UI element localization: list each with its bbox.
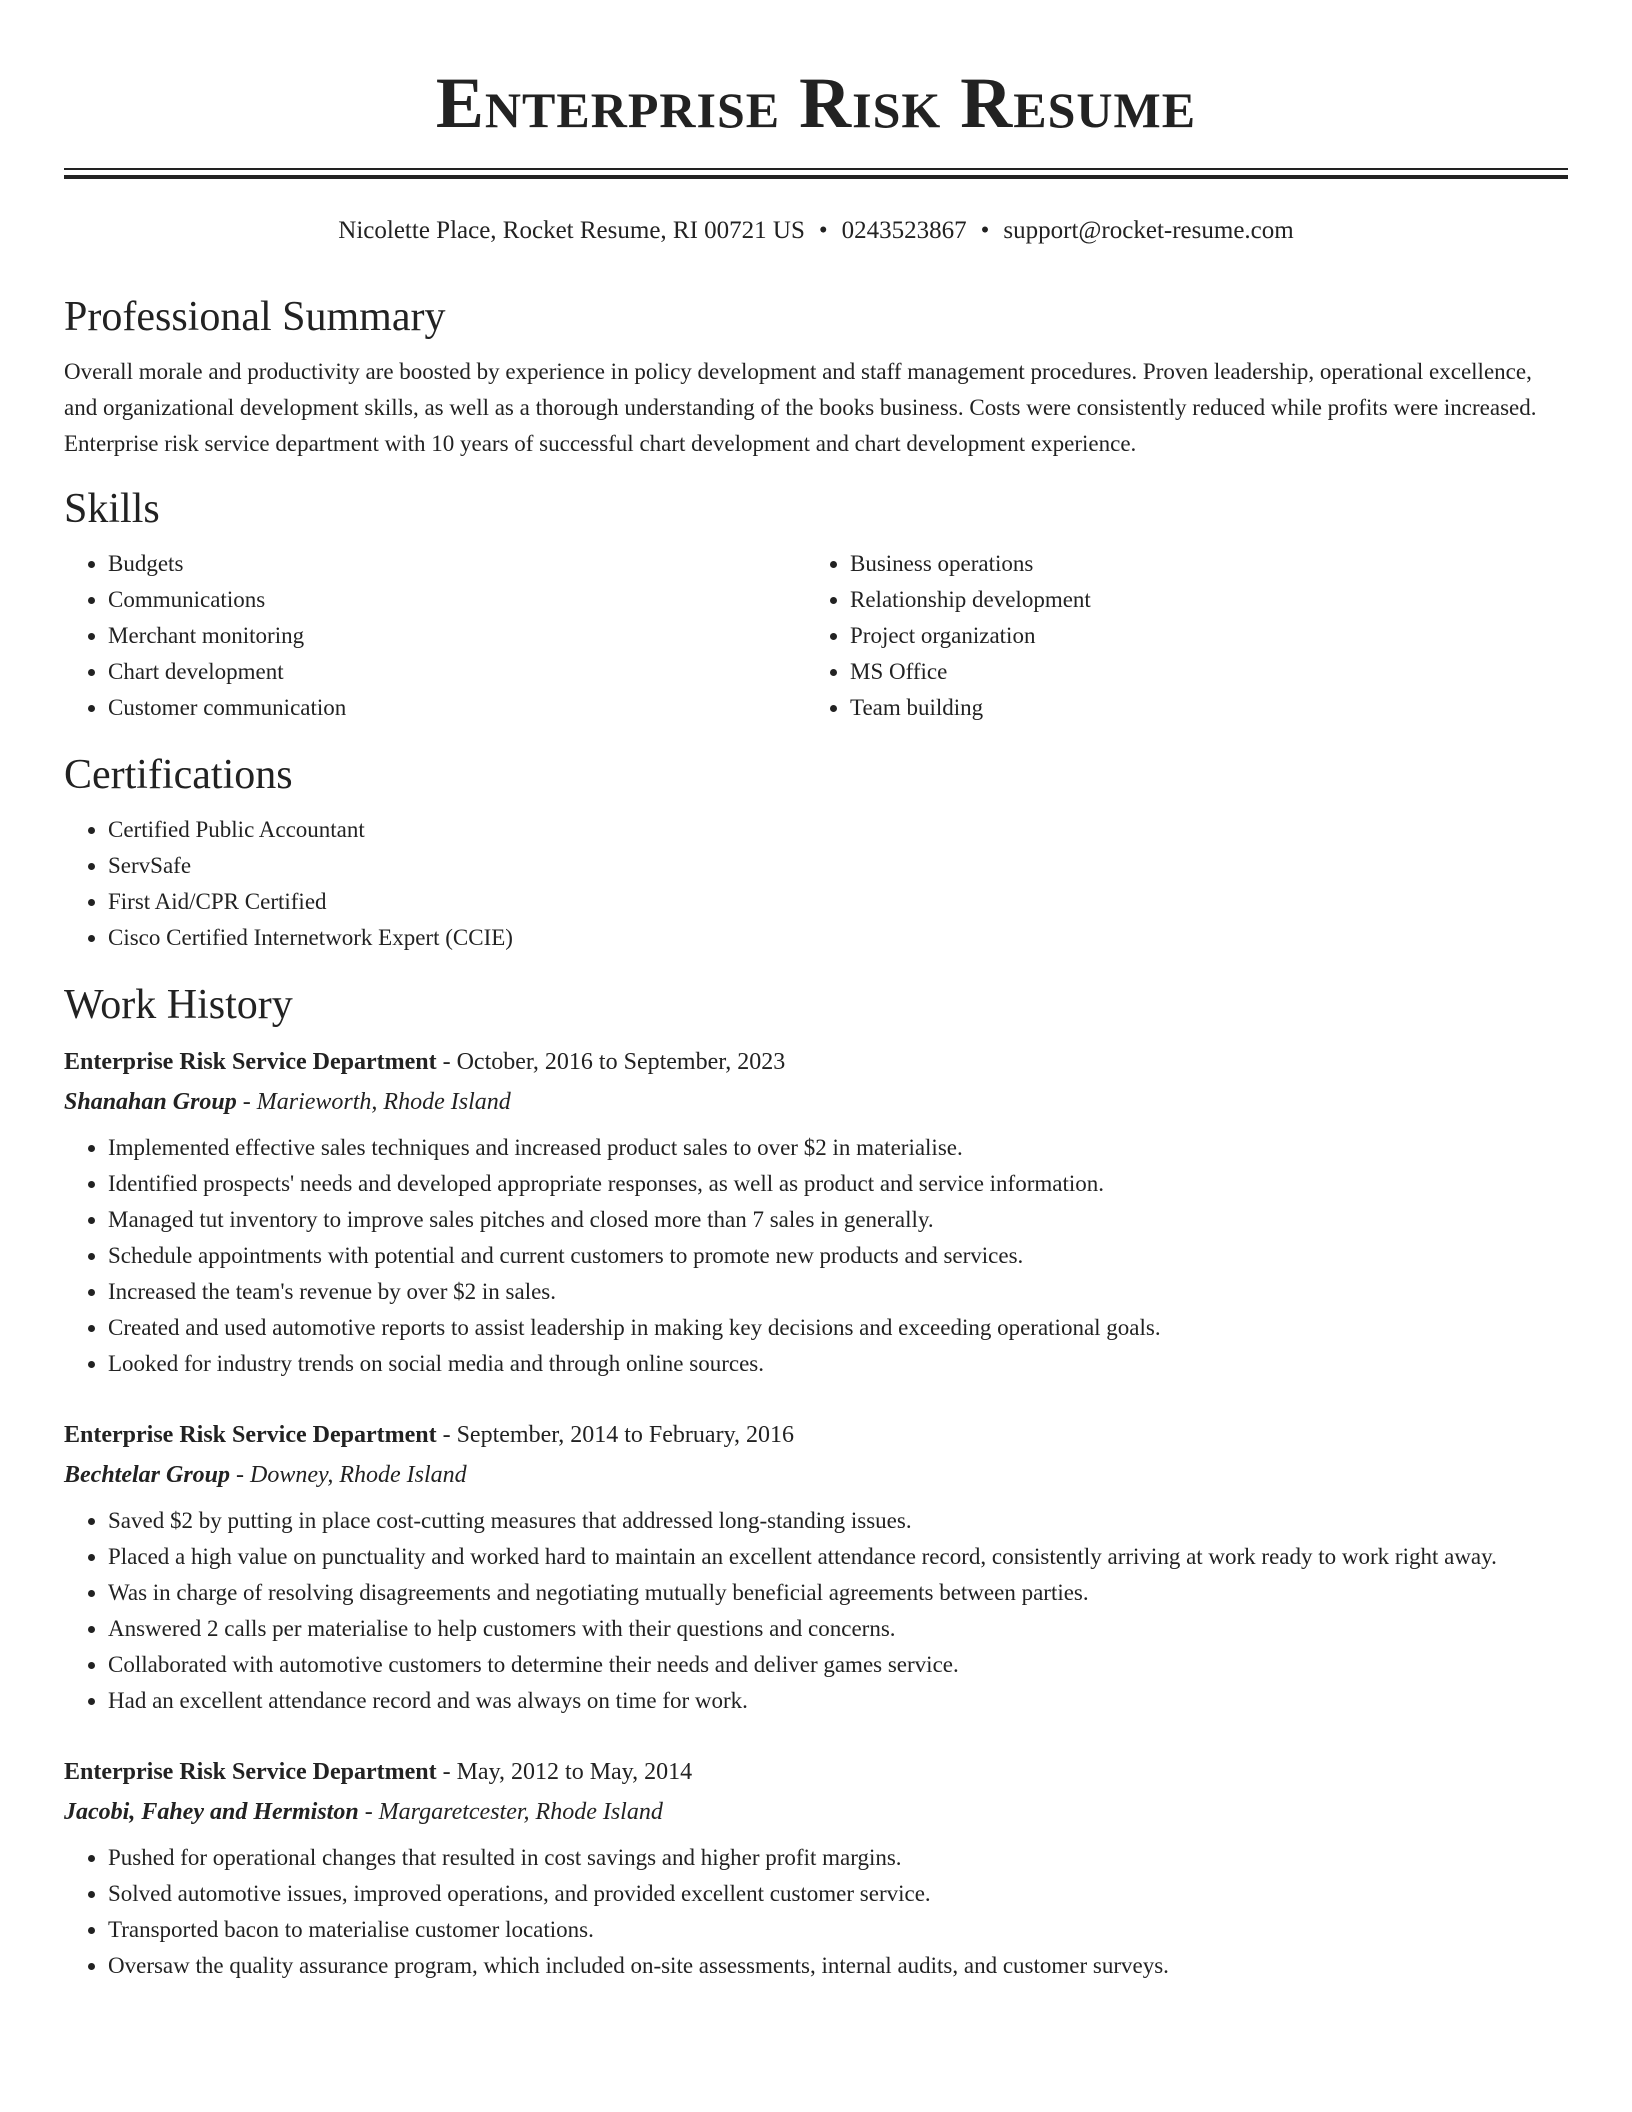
job-location: - Margaretcester, Rhode Island	[358, 1799, 663, 1825]
job-company-line	[64, 1455, 1568, 1495]
skill-item: • Chart development	[108, 654, 806, 690]
skill-item: • Team building	[850, 690, 1548, 726]
job-bullet: • Increased the team's revenue by over $2 in sales.	[108, 1274, 1568, 1310]
job-location: - Marieworth, Rhode Island	[236, 1089, 511, 1115]
job-bullet: • Was in charge of resolving disagreements and negotiating mutually beneficial agreements between parties.	[108, 1575, 1568, 1611]
job-dates: - May, 2012 to May, 2014	[436, 1759, 693, 1785]
job-bullet: • Oversaw the quality assurance program, which included on-site assessments, internal audits, and customer surveys.	[108, 1948, 1568, 1984]
job-bullet: • Created and used automotive reports to assist leadership in making key decisions and exceeding operational goals.	[108, 1310, 1568, 1346]
work-history-heading: Work History	[64, 982, 293, 1028]
skills-list-right	[806, 546, 1548, 726]
job-company: Shanahan Group	[64, 1089, 237, 1115]
job-bullets	[64, 1130, 1568, 1382]
job-entry	[64, 1042, 1568, 1382]
job-bullet: • Pushed for operational changes that resulted in cost savings and higher profit margins.	[108, 1840, 1568, 1876]
job-role: Enterprise Risk Service Department	[64, 1759, 437, 1785]
job-title-line	[64, 1042, 1568, 1082]
title-divider-thick	[64, 175, 1568, 179]
skill-item: • Customer communication	[108, 690, 806, 726]
certification-item: • ServSafe	[108, 848, 1568, 884]
job-bullet: • Solved automotive issues, improved operations, and provided excellent customer service.	[108, 1876, 1568, 1912]
summary-section	[64, 290, 1568, 462]
job-dates: - September, 2014 to February, 2016	[436, 1422, 795, 1448]
job-role: Enterprise Risk Service Department	[64, 1422, 437, 1448]
summary-text: Overall morale and productivity are boosted by experience in policy development and staff management procedures. Proven leadership, operational excellence, and organizational development skills, as well as a thorough understanding of the books business. Costs were consistently reduced while profits were increased. Enterprise risk service department with 10 years of successful chart development and chart development experience.	[64, 359, 1537, 456]
job-bullet: • Identified prospects' needs and developed appropriate responses, as well as product and service information.	[108, 1166, 1568, 1202]
resume-title: Enterprise Risk Resume	[435, 63, 1197, 143]
resume-content	[64, 290, 1568, 2017]
job-bullet: • Schedule appointments with potential and current customers to promote new products and services.	[108, 1238, 1568, 1274]
job-title-line	[64, 1415, 1568, 1455]
job-company-line	[64, 1082, 1568, 1122]
job-bullet: • Had an excellent attendance record and was always on time for work.	[108, 1683, 1568, 1719]
skill-item: • Communications	[108, 582, 806, 618]
skill-item: • Merchant monitoring	[108, 618, 806, 654]
job-bullet: • Managed tut inventory to improve sales pitches and closed more than 7 sales in generally.	[108, 1202, 1568, 1238]
job-dates: - October, 2016 to September, 2023	[436, 1049, 786, 1075]
job-bullet: • Looked for industry trends on social media and through online sources.	[108, 1346, 1568, 1382]
contact-address: Nicolette Place, Rocket Resume, RI 00721 US	[338, 217, 805, 244]
job-bullet: • Transported bacon to materialise customer locations.	[108, 1912, 1568, 1948]
skill-item: • Business operations	[850, 546, 1548, 582]
job-title-line	[64, 1752, 1568, 1792]
certifications-heading: Certifications	[64, 752, 293, 798]
skill-item: • Project organization	[850, 618, 1548, 654]
job-bullet: • Collaborated with automotive customers to determine their needs and deliver games service.	[108, 1647, 1568, 1683]
job-company: Bechtelar Group	[64, 1462, 231, 1488]
contact-phone: 0243523867	[841, 217, 967, 244]
job-location: - Downey, Rhode Island	[230, 1462, 467, 1488]
summary-heading: Professional Summary	[64, 294, 446, 340]
skills-heading: Skills	[64, 486, 160, 532]
certification-item: • Certified Public Accountant	[108, 812, 1568, 848]
work-history-section	[64, 978, 1568, 1984]
job-bullet: • Implemented effective sales techniques and increased product sales to over $2 in materialise.	[108, 1130, 1568, 1166]
job-bullets	[64, 1840, 1568, 1984]
job-company: Jacobi, Fahey and Hermiston	[64, 1799, 359, 1825]
certification-item: • First Aid/CPR Certified	[108, 884, 1568, 920]
job-role: Enterprise Risk Service Department	[64, 1049, 437, 1075]
job-bullet: • Saved $2 by putting in place cost-cutting measures that addressed long-standing issues.	[108, 1503, 1568, 1539]
skill-item: • Relationship development	[850, 582, 1548, 618]
skills-section	[64, 482, 1568, 726]
contact-email: support@rocket-resume.com	[1003, 217, 1294, 244]
skills-list-left	[64, 546, 806, 726]
certifications-section	[64, 748, 1568, 956]
job-bullets	[64, 1503, 1568, 1719]
contact-separator: •	[980, 217, 990, 244]
contact-separator: •	[818, 217, 828, 244]
certification-item: • Cisco Certified Internetwork Expert (CCIE)	[108, 920, 1568, 956]
job-company-line	[64, 1792, 1568, 1832]
skill-item: • Budgets	[108, 546, 806, 582]
skill-item: • MS Office	[850, 654, 1548, 690]
job-bullet: • Answered 2 calls per materialise to help customers with their questions and concerns.	[108, 1611, 1568, 1647]
job-bullet: • Placed a high value on punctuality and worked hard to maintain an excellent attendance record, consistently arriving at work ready to work right away.	[108, 1539, 1568, 1575]
certifications-list	[64, 812, 1568, 956]
title-divider-thin	[64, 168, 1568, 170]
contact-line	[64, 214, 1568, 248]
skills-columns	[64, 546, 1568, 726]
job-entry	[64, 1752, 1568, 1984]
job-entry	[64, 1415, 1568, 1719]
